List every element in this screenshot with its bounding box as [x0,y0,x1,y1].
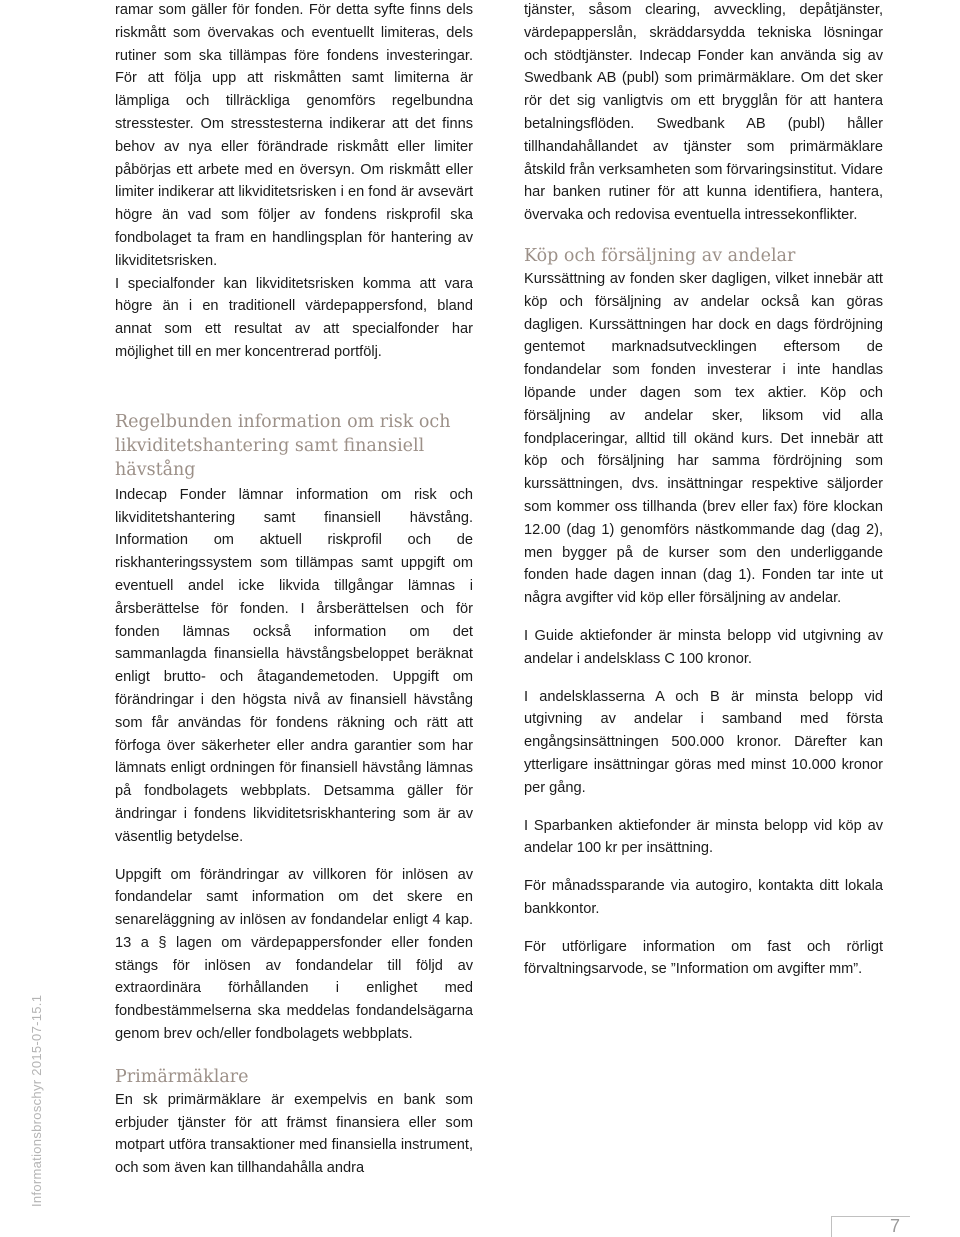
left-paragraph-risk-measures: ramar som gäller för fonden. För detta syfte finns dels riskmått som övervakas och eventuellt limiteras, dels rutiner som ska tillämpas före fondens investeringar. För att följa upp att riskmåtten samt limiterna är lämpliga och tillräckliga genomförs regelbundna stresstester. Om stresstesterna indikerar att det finns behov av nya eller förändrade riskmått eller limiter påbörjas ett arbete med en översyn. Om riskmått eller limiter indikerar att likviditetsrisken i en fond är avsevärt högre än vad som följer av fondens riskprofil ska fondbolaget ta fram en handlingsplan för hantering av likviditetsrisken. [115,2,473,269]
left-column [115,0,473,1180]
heading-buy-and-sell: Köp och försäljning av andelar [524,245,796,266]
heading-prime-broker: Primärmäklare [115,1066,249,1087]
left-paragraph-prime-broker: En sk primärmäklare är exempelvis en bank som erbjuder tjänster för att främst finansiera eller som motpart utföra transaktioner med finansiella instrument, och som även kan tillhandahålla andra [115,1091,473,1177]
right-paragraph-fee-reference: För utförligare information om fast och rörligt förvaltningsarvode, se ”Information om avgifter mm”. [524,938,883,978]
right-column [524,0,883,981]
right-paragraph-guide-minimum: I Guide aktiefonder är minsta belopp vid utgivning av andelar i andelsklass C 100 kronor. [524,627,883,667]
page-number: 7 [889,1216,900,1236]
right-paragraph-services: tjänster, såsom clearing, avveckling, depåtjänster, värdepapperslån, skräddarsydda tekniska lösningar och stödtjänster. Indecap Fonder kan använda sig av Swedbank AB (publ) som primärmäklare. Om det sker rör det sig vanligtvis om ett brygglån för att hantera betalningsflöden. Swedbank AB (publ) håller tillhandahållandet av tjänster som primärmäklare åtskild från verksamheten som förvaringsinstitut. Vidare har banken rutiner för att kunna identifiera, hantera, övervaka och redovisa eventuella intressekonflikter. [524,2,883,224]
left-paragraph-indecap-information: Indecap Fonder lämnar information om risk och likviditetshantering samt finansiell hävstång. Information om aktuell riskprofil och de riskhanteringssystem som tillämpas samt uppgift om eventuell andel icke likvida tillgångar lämnas i årsberättelse för fonden. I årsberättelsen och för fonden lämnas också information om det sammanlagda finansiella hävstångsbeloppet beräknat enligt brutto- och åtagandemetoden. Uppgift om förändringar i den högsta nivå av finansiell hävstång som får användas för fondens räkning och rätt att förfoga över säkerheter eller andra garantier som har lämnats enligt ordningen för finansiell hävstång lämnas på fondbolagets webbplats. Detsamma gäller för ändringar i fondens likviditetsriskhantering som är av väsentlig betydelse. [115,486,473,845]
right-paragraph-pricing: Kurssättning av fonden sker dagligen, vilket innebär att köp och försäljning av andelar också kan göras dagligen. Kurssättningen har dock en dags fördröjning gentemot marknadsutvecklingen eftersom de fondandelar som fonden investerar i inte handlas löpande under dagen som tex aktier. Köp och försäljning av andelar sker, liksom vid alla fondplaceringar, alltid till okänd kurs. Det innebär att köp och försäljning har samma fördröjning som kurssättningen, dvs. insättningar respektive säljorder som kommer oss tillhanda (brev eller fax) före klockan 12.00 (dag 1) genomförs nästkommande dag (dag 2), men bygger på de kurser som den underliggande fonden hade dagen innan (dag 1). Fonden tar inte ut några avgifter vid köp eller försäljning av andelar. [524,270,883,607]
left-paragraph-special-funds: I specialfonder kan likviditetsrisken komma att vara högre än i en traditionell värdepappersfond, bland annat som ett resultat av att specialfonder har möjlighet till en mer koncentrerad portfölj. [115,275,473,360]
heading-regular-information: Regelbunden information om risk och likviditetshantering samt finansiell hävstång [115,411,451,480]
right-paragraph-share-classes: I andelsklasserna A och B är minsta belopp vid utgivning av andelar i samband med första engångsinsättningen 500.000 kronor. Därefter kan ytterligare insättningar göras med minst 10.000 kronor per gång. [524,688,883,796]
left-paragraph-redemption-changes: Uppgift om förändringar av villkoren för inlösen av fondandelar samt information om det skere en senareläggning av inlösen av fondandelar enligt 4 kap. 13 a § lagen om värdepappersfonder eller fonden stängs för inlösen av fondandelar till följd av extraordinära förhållanden i enlighet med fondbestämmelserna ska meddelas fondandelsägarna genom brev och/eller fondbolagets webbplats. [115,866,473,1043]
sidebar-document-label: Informationsbroschyr 2015-07-15.1 [29,994,44,1207]
right-paragraph-sparbanken-minimum: I Sparbanken aktiefonder är minsta belopp vid köp av andelar 100 kr per insättning. [524,817,883,857]
right-paragraph-monthly-saving: För månadssparande via autogiro, kontakta ditt lokala bankkontor. [524,878,883,917]
